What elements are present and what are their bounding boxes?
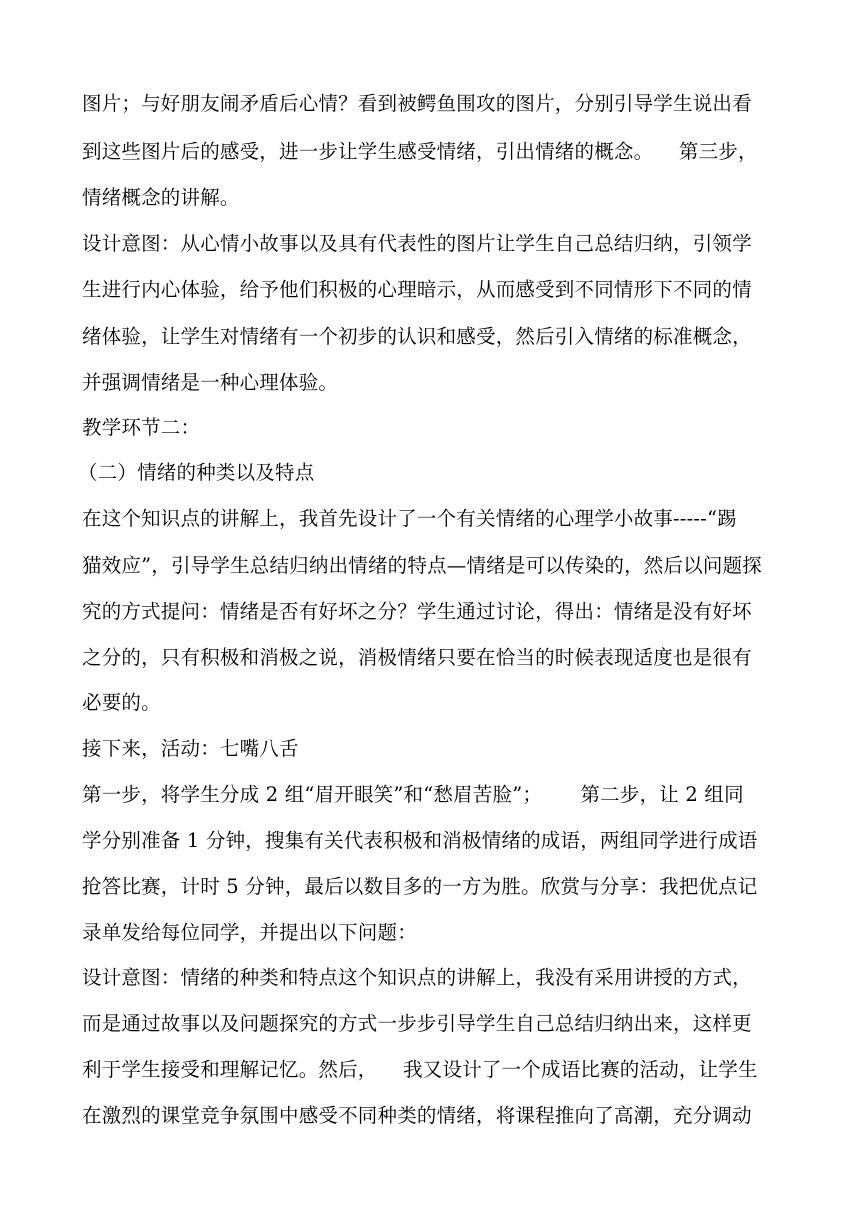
text-line: 抢答比赛，计时 5 分钟，最后以数目多的一方为胜。欣赏与分享：我把优点记	[82, 875, 758, 898]
text-line: 接下来，活动：七嘴八舌	[82, 737, 299, 760]
text-line: 到这些图片后的感受，进一步让学生感受情绪，引出情绪的概念。 第三步，	[82, 140, 758, 163]
text-line: 设计意图：从心情小故事以及具有代表性的图片让学生自己总结归纳，引领学	[82, 232, 752, 255]
section-label: 教学环节二：	[82, 416, 201, 439]
text-line: 究的方式提问：情绪是否有好坏之分？学生通过讨论，得出：情绪是没有好坏	[82, 600, 752, 623]
text-line: 录单发给每位同学，并提出以下问题：	[82, 921, 417, 944]
text-line: 生进行内心体验，给予他们积极的心理暗示，从而感受到不同情形下不同的情	[82, 278, 752, 301]
text-line: 猫效应”，引导学生总结归纳出情绪的特点—情绪是可以传染的，然后以问题探	[82, 554, 762, 577]
text-line: 第一步，将学生分成 2 组“眉开眼笑”和“愁眉苦脸”； 第二步，让 2 组同	[82, 783, 744, 806]
text-line: 在这个知识点的讲解上，我首先设计了一个有关情绪的心理学小故事-----“踢	[82, 507, 737, 530]
text-line: 之分的，只有积极和消极之说，消极情绪只要在恰当的时候表现适度也是很有	[82, 646, 752, 669]
text-line: 必要的。	[82, 691, 161, 714]
section-heading: （二）情绪的种类以及特点	[78, 461, 315, 484]
text-line: 在激烈的课堂竞争氛围中感受不同种类的情绪，将课程推向了高潮，充分调动	[82, 1104, 752, 1127]
text-line: 绪体验，让学生对情绪有一个初步的认识和感受，然后引入情绪的标准概念，	[82, 325, 752, 348]
text-line: 图片；与好朋友闹矛盾后心情？看到被鳄鱼围攻的图片，分别引导学生说出看	[82, 92, 752, 115]
text-line: 并强调情绪是一种心理体验。	[82, 371, 339, 394]
text-line: 情绪概念的讲解。	[82, 186, 240, 209]
text-line: 利于学生接受和理解记忆。然后， 我又设计了一个成语比赛的活动，让学生	[82, 1058, 758, 1081]
text-line: 而是通过故事以及问题探究的方式一步步引导学生自己总结归纳出来，这样更	[82, 1012, 752, 1035]
text-line: 学分别准备 1 分钟，搜集有关代表积极和消极情绪的成语，两组同学进行成语	[82, 829, 758, 852]
text-line: 设计意图：情绪的种类和特点这个知识点的讲解上，我没有采用讲授的方式，	[82, 966, 752, 989]
